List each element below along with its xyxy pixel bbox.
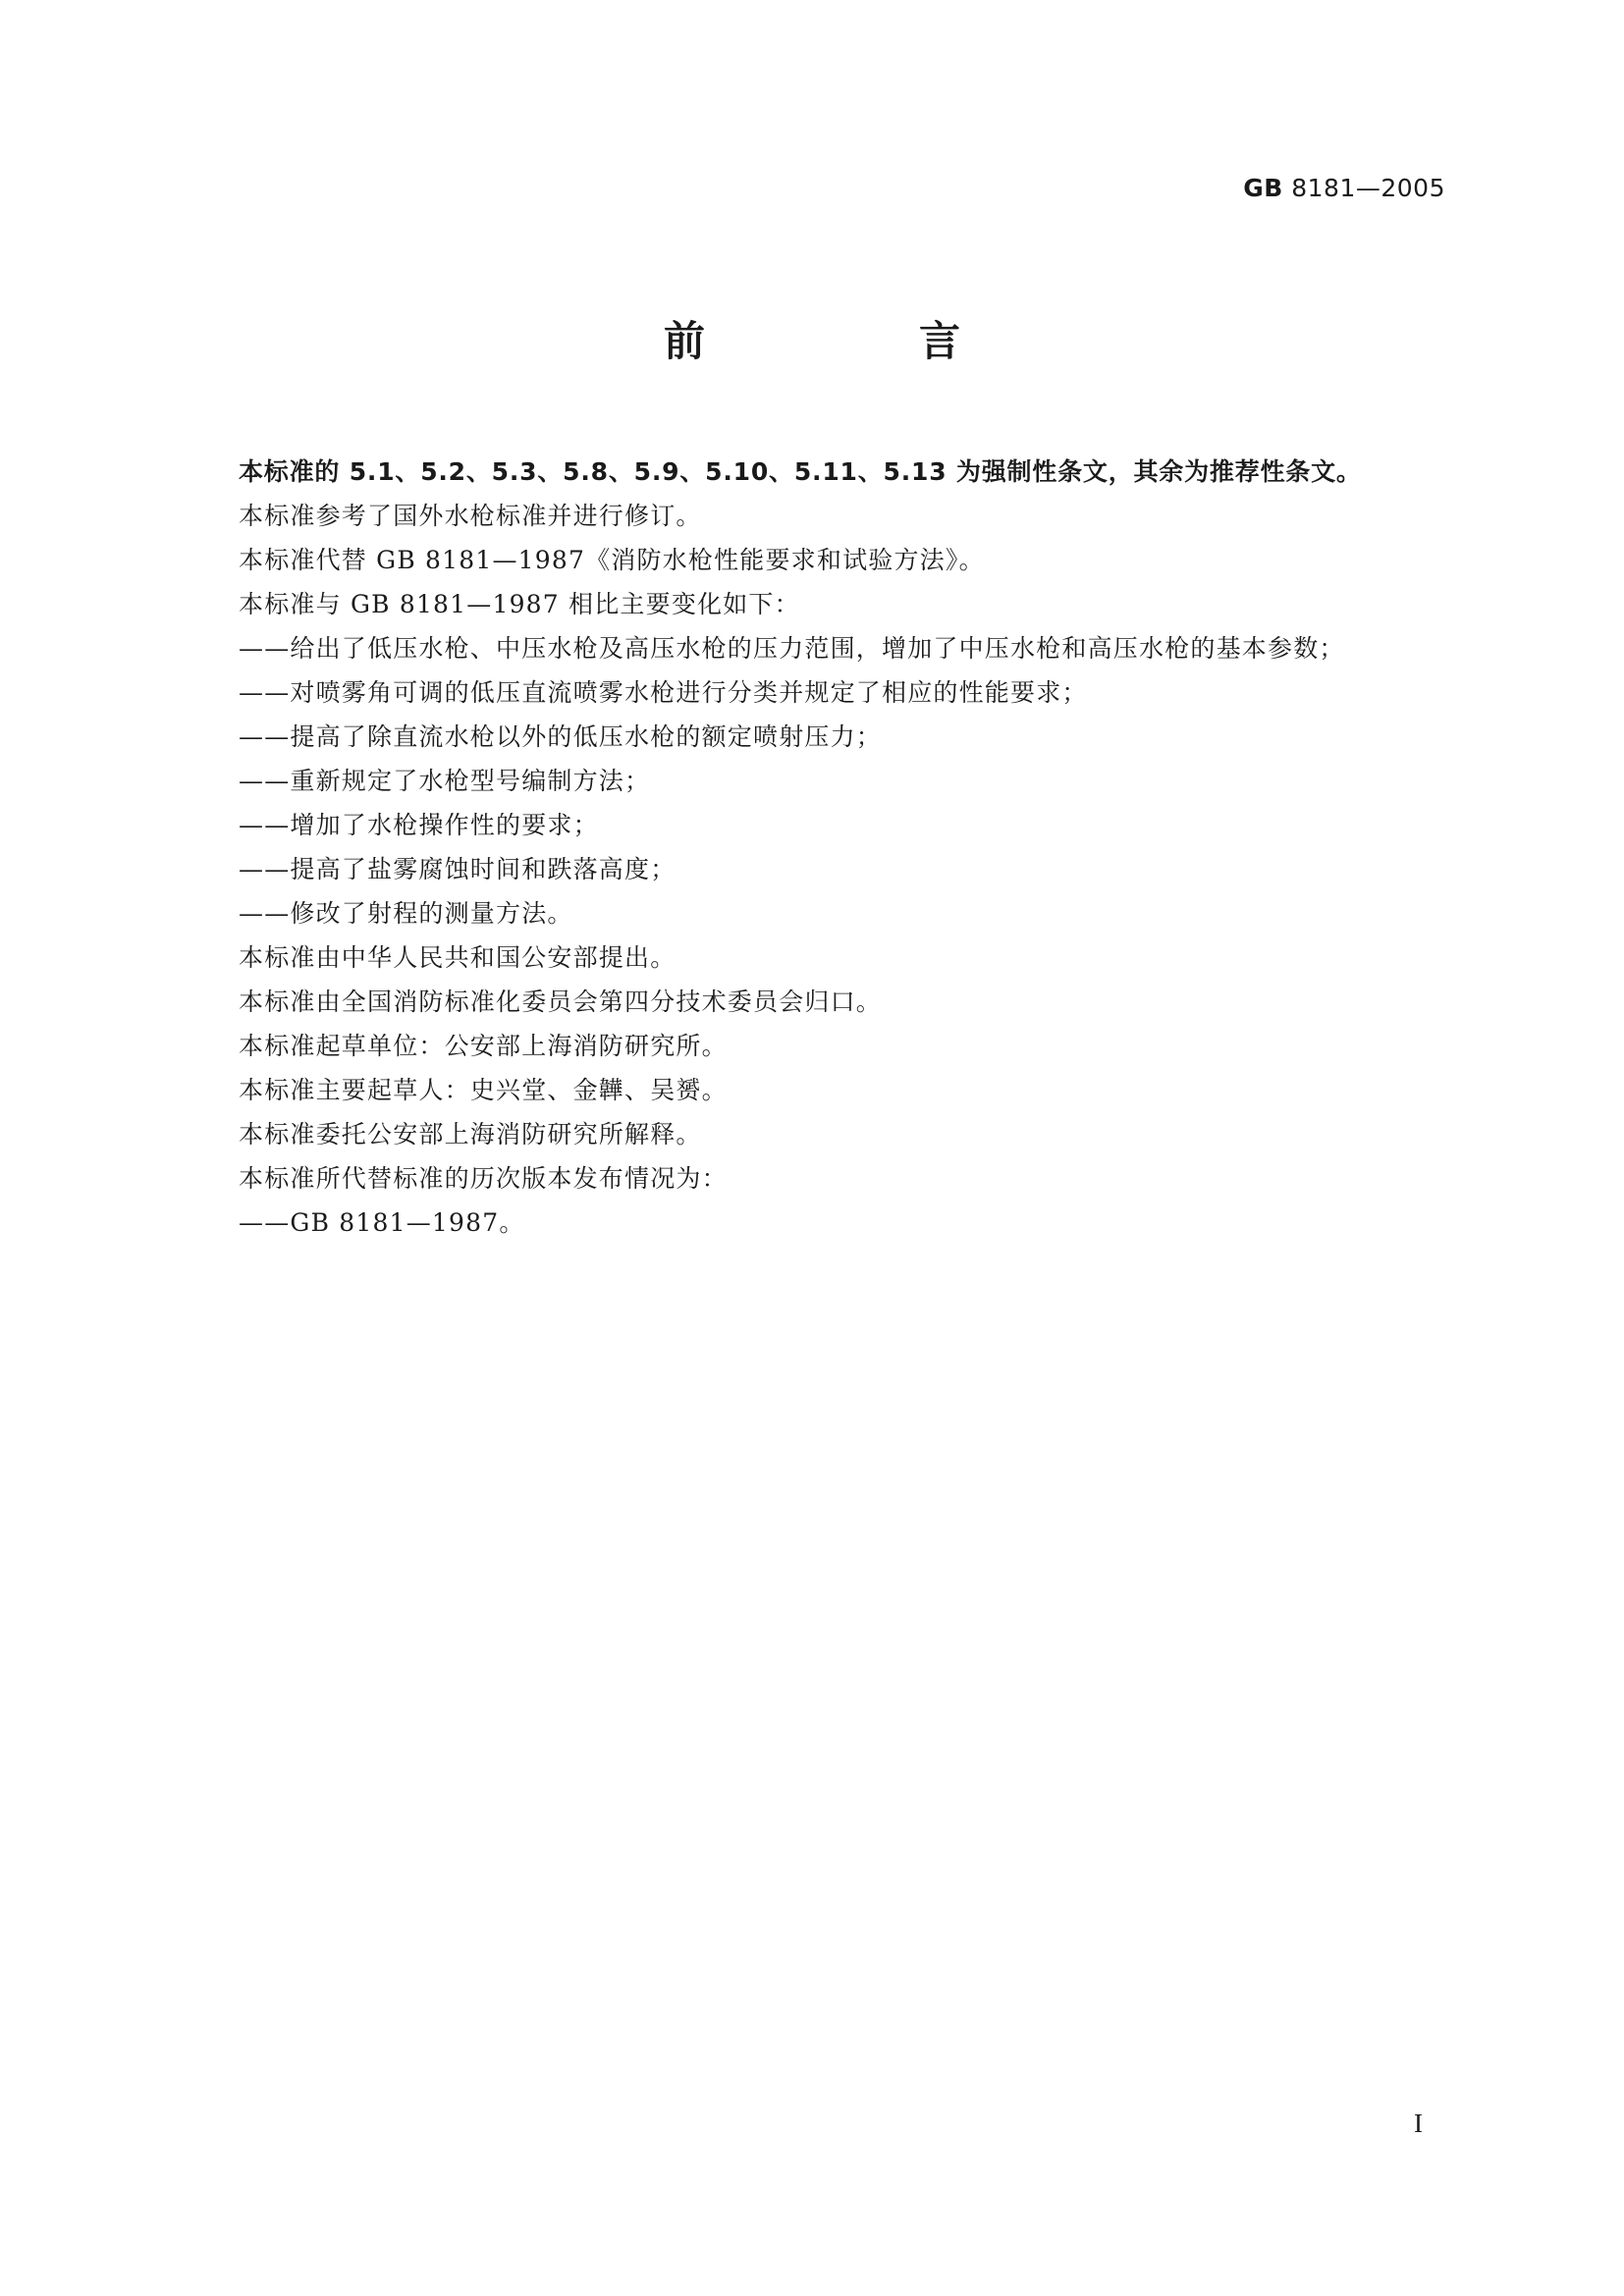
mandatory-clauses-statement: 本标准的 5.1、5.2、5.3、5.8、5.9、5.10、5.11、5.13 为强制性条文，其余为推荐性条文。 [239,457,1362,486]
foreword-body [239,450,1456,1245]
change-item: ——重新规定了水枪型号编制方法； [239,767,651,795]
paragraph-interpretation: 本标准委托公安部上海消防研究所解释。 [239,1120,702,1148]
change-item: ——提高了盐雾腐蚀时间和跌落高度； [239,855,677,883]
standard-code-prefix: GB [1243,174,1283,202]
change-item: ——增加了水枪操作性的要求； [239,811,599,839]
version-history-item: ——GB 8181—1987。 [239,1208,525,1237]
standard-code-number: 8181—2005 [1291,174,1445,202]
paragraph-version-history: 本标准所代替标准的历次版本发布情况为： [239,1164,728,1193]
change-item: ——对喷雾角可调的低压直流喷雾水枪进行分类并规定了相应的性能要求； [239,678,1088,707]
change-item: ——给出了低压水枪、中压水枪及高压水枪的压力范围，增加了中压水枪和高压水枪的基本参数； [239,634,1345,663]
paragraph-reference: 本标准参考了国外水枪标准并进行修订。 [239,502,702,530]
change-item: ——修改了射程的测量方法。 [239,899,573,928]
page-title: 前 言 [663,317,1047,365]
paragraph-drafting-unit: 本标准起草单位：公安部上海消防研究所。 [239,1032,728,1060]
standard-code [1243,174,1445,202]
paragraph-drafters: 本标准主要起草人：史兴堂、金韡、吴赟。 [239,1076,728,1104]
change-item: ——提高了除直流水枪以外的低压水枪的额定喷射压力； [239,722,883,751]
paragraph-proposed-by: 本标准由中华人民共和国公安部提出。 [239,943,677,972]
paragraph-replaces: 本标准代替 GB 8181—1987《消防水枪性能要求和试验方法》。 [239,546,985,574]
page-number: I [1414,2109,1423,2138]
paragraph-under-jurisdiction: 本标准由全国消防标准化委员会第四分技术委员会归口。 [239,988,883,1016]
paragraph-changes-intro: 本标准与 GB 8181—1987 相比主要变化如下： [239,590,800,618]
